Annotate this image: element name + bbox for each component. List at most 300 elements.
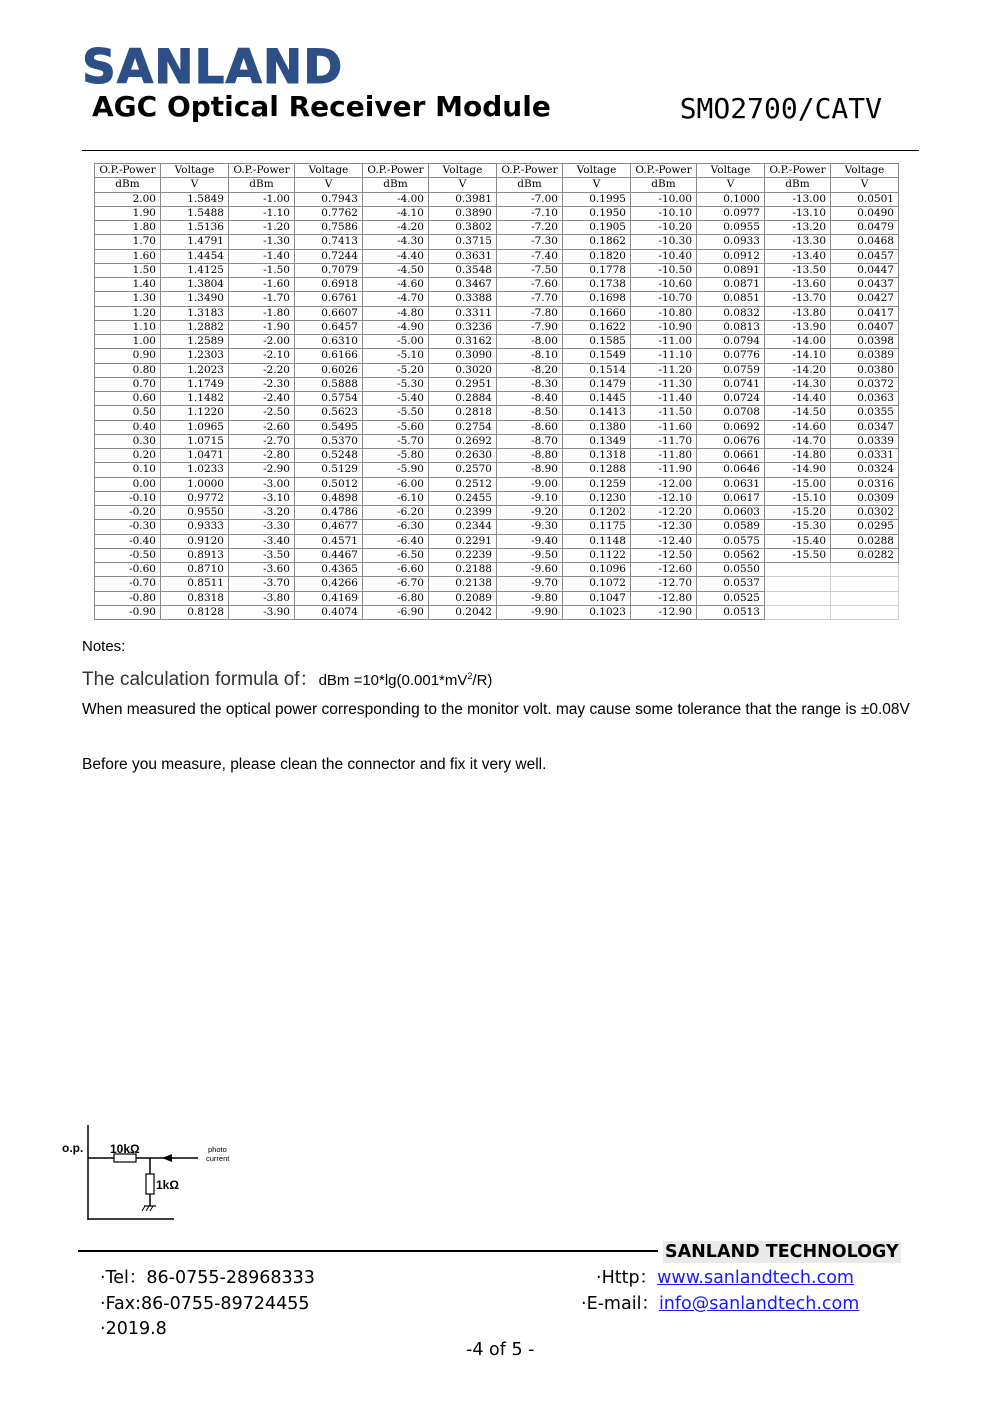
formula-expression bbox=[319, 672, 493, 689]
table-cell: -4.10 bbox=[363, 206, 429, 220]
table-cell: -1.90 bbox=[229, 320, 295, 334]
table-row bbox=[95, 278, 899, 292]
table-cell: 0.2692 bbox=[429, 434, 497, 448]
table-cell: 0.1549 bbox=[563, 349, 631, 363]
table-cell: -2.10 bbox=[229, 349, 295, 363]
table-cell: -9.50 bbox=[497, 548, 563, 562]
table-cell: 1.20 bbox=[95, 306, 161, 320]
table-cell: 1.60 bbox=[95, 249, 161, 263]
table-cell: -7.10 bbox=[497, 206, 563, 220]
table-cell: -10.70 bbox=[631, 292, 697, 306]
table-cell: 0.0398 bbox=[831, 335, 899, 349]
table-cell: -7.60 bbox=[497, 278, 563, 292]
table-row bbox=[95, 420, 899, 434]
table-header-cell: Voltage bbox=[429, 164, 497, 178]
page-number: -4 of 5 - bbox=[466, 1340, 535, 1360]
table-cell: -11.80 bbox=[631, 449, 697, 463]
table-cell: -8.30 bbox=[497, 377, 563, 391]
table-header-cell: O.P.-Power bbox=[631, 164, 697, 178]
table-cell: 0.8913 bbox=[161, 548, 229, 562]
table-cell: 0.1380 bbox=[563, 420, 631, 434]
formula-exponent: 2 bbox=[467, 671, 473, 681]
table-header-cell: V bbox=[697, 178, 765, 192]
table-cell: -9.80 bbox=[497, 591, 563, 605]
table-cell: 0.0851 bbox=[697, 292, 765, 306]
table-cell: 0.5012 bbox=[295, 477, 363, 491]
table-cell: -15.10 bbox=[765, 491, 831, 505]
email-link[interactable]: info@sanlandtech.com bbox=[658, 1294, 860, 1314]
photo-current-label-1: photo bbox=[208, 1145, 227, 1154]
footer-tel: ·Tel：86-0755-28968333 bbox=[100, 1268, 315, 1288]
table-cell: 0.1096 bbox=[563, 563, 631, 577]
table-cell: 0.0832 bbox=[697, 306, 765, 320]
table-cell: 0.3090 bbox=[429, 349, 497, 363]
table-cell: -12.10 bbox=[631, 491, 697, 505]
table-row bbox=[95, 520, 899, 534]
table-cell: 0.1023 bbox=[563, 605, 631, 619]
table-cell: 0.1445 bbox=[563, 392, 631, 406]
table-cell: -14.10 bbox=[765, 349, 831, 363]
table-cell: 0.1660 bbox=[563, 306, 631, 320]
table-cell: 0.5129 bbox=[295, 463, 363, 477]
table-cell: 0.0363 bbox=[831, 392, 899, 406]
table-cell: -12.00 bbox=[631, 477, 697, 491]
table-cell: 0.7244 bbox=[295, 249, 363, 263]
table-cell: -15.00 bbox=[765, 477, 831, 491]
table-cell: 1.3804 bbox=[161, 278, 229, 292]
table-header-cell: O.P.-Power bbox=[229, 164, 295, 178]
table-cell: -5.80 bbox=[363, 449, 429, 463]
table-header-cell: V bbox=[831, 178, 899, 192]
circuit-node-label: o.p. bbox=[62, 1141, 84, 1155]
table-cell: -8.10 bbox=[497, 349, 563, 363]
table-cell: -13.60 bbox=[765, 278, 831, 292]
table-cell: 0.3388 bbox=[429, 292, 497, 306]
table-cell: -0.30 bbox=[95, 520, 161, 534]
table-cell: 1.1220 bbox=[161, 406, 229, 420]
table-cell: -13.90 bbox=[765, 320, 831, 334]
table-cell: -2.20 bbox=[229, 363, 295, 377]
table-cell: 0.2570 bbox=[429, 463, 497, 477]
table-cell: 1.4125 bbox=[161, 263, 229, 277]
table-header-cell: Voltage bbox=[831, 164, 899, 178]
table-cell: -0.90 bbox=[95, 605, 161, 619]
table-cell: -4.50 bbox=[363, 263, 429, 277]
table-cell: 1.0965 bbox=[161, 420, 229, 434]
table-cell: -12.80 bbox=[631, 591, 697, 605]
table-cell: 0.60 bbox=[95, 392, 161, 406]
table-cell: 0.1072 bbox=[563, 577, 631, 591]
table-cell: 0.0347 bbox=[831, 420, 899, 434]
table-cell: 0.0331 bbox=[831, 449, 899, 463]
table-cell: -9.30 bbox=[497, 520, 563, 534]
table-cell: 0.2344 bbox=[429, 520, 497, 534]
table-row bbox=[95, 320, 899, 334]
table-cell: -4.20 bbox=[363, 221, 429, 235]
table-cell: 0.8318 bbox=[161, 591, 229, 605]
table-cell: 1.0715 bbox=[161, 434, 229, 448]
table-cell: -8.70 bbox=[497, 434, 563, 448]
header-divider bbox=[82, 150, 919, 151]
table-cell: 0.30 bbox=[95, 434, 161, 448]
table-cell: -15.40 bbox=[765, 534, 831, 548]
table-cell: 0.0813 bbox=[697, 320, 765, 334]
table-cell: -4.90 bbox=[363, 320, 429, 334]
table-cell: -11.00 bbox=[631, 335, 697, 349]
table-cell: -2.00 bbox=[229, 335, 295, 349]
table-cell: 0.2042 bbox=[429, 605, 497, 619]
table-cell: -11.70 bbox=[631, 434, 697, 448]
table-cell: 0.7079 bbox=[295, 263, 363, 277]
table-cell: -15.30 bbox=[765, 520, 831, 534]
table-cell: 0.5623 bbox=[295, 406, 363, 420]
table-cell: 0.0741 bbox=[697, 377, 765, 391]
footer-fax: ·Fax:86-0755-89724455 bbox=[100, 1294, 310, 1314]
table-cell: -2.80 bbox=[229, 449, 295, 463]
table-cell: 1.1749 bbox=[161, 377, 229, 391]
table-cell: 0.0537 bbox=[697, 577, 765, 591]
table-cell: 0.0501 bbox=[831, 192, 899, 206]
table-cell: -8.00 bbox=[497, 335, 563, 349]
table-cell: 0.0407 bbox=[831, 320, 899, 334]
table-cell: -7.00 bbox=[497, 192, 563, 206]
footer-date: ·2019.8 bbox=[100, 1319, 167, 1339]
table-row bbox=[95, 463, 899, 477]
table-cell: 0.1778 bbox=[563, 263, 631, 277]
table-cell: 0.0288 bbox=[831, 534, 899, 548]
table-cell: -6.50 bbox=[363, 548, 429, 562]
table-cell: 1.90 bbox=[95, 206, 161, 220]
table-cell: 0.1738 bbox=[563, 278, 631, 292]
table-cell: 0.1585 bbox=[563, 335, 631, 349]
table-cell: 1.0000 bbox=[161, 477, 229, 491]
table-cell: -3.50 bbox=[229, 548, 295, 562]
table-cell: -12.60 bbox=[631, 563, 697, 577]
table-cell: 0.4786 bbox=[295, 506, 363, 520]
table-cell: 1.30 bbox=[95, 292, 161, 306]
table-cell: -5.70 bbox=[363, 434, 429, 448]
table-cell: -3.10 bbox=[229, 491, 295, 505]
formula-main: dBm =10*lg(0.001*mV bbox=[318, 672, 468, 689]
table-cell: 0.1000 bbox=[697, 192, 765, 206]
table-cell: 0.10 bbox=[95, 463, 161, 477]
table-cell: 1.40 bbox=[95, 278, 161, 292]
table-cell: 0.8128 bbox=[161, 605, 229, 619]
table-cell: -5.00 bbox=[363, 335, 429, 349]
table-cell bbox=[831, 577, 899, 591]
table-cell: 0.1148 bbox=[563, 534, 631, 548]
table-cell: 0.6026 bbox=[295, 363, 363, 377]
table-header-cell: V bbox=[161, 178, 229, 192]
table-cell: -12.50 bbox=[631, 548, 697, 562]
table-cell: 0.7586 bbox=[295, 221, 363, 235]
table-header-cell: V bbox=[429, 178, 497, 192]
table-cell: -11.40 bbox=[631, 392, 697, 406]
table-row bbox=[95, 221, 899, 235]
table-cell: 0.0316 bbox=[831, 477, 899, 491]
table-cell: 0.0589 bbox=[697, 520, 765, 534]
table-cell: 0.0912 bbox=[697, 249, 765, 263]
table-cell: -11.50 bbox=[631, 406, 697, 420]
footer-divider bbox=[78, 1250, 658, 1252]
resistor-10k-label: 10kΩ bbox=[110, 1142, 140, 1156]
table-cell: -7.70 bbox=[497, 292, 563, 306]
table-row bbox=[95, 235, 899, 249]
table-header-row bbox=[95, 178, 899, 192]
table-header-cell: V bbox=[563, 178, 631, 192]
table-cell: 0.1820 bbox=[563, 249, 631, 263]
table-cell: 0.0490 bbox=[831, 206, 899, 220]
table-cell: -4.70 bbox=[363, 292, 429, 306]
table-cell: -0.50 bbox=[95, 548, 161, 562]
table-row bbox=[95, 534, 899, 548]
table-cell: -11.10 bbox=[631, 349, 697, 363]
table-cell: -12.70 bbox=[631, 577, 697, 591]
table-cell: 0.0309 bbox=[831, 491, 899, 505]
table-cell: 0.2188 bbox=[429, 563, 497, 577]
table-cell: 0.0617 bbox=[697, 491, 765, 505]
table-cell: -6.80 bbox=[363, 591, 429, 605]
table-cell bbox=[765, 577, 831, 591]
table-cell: -0.40 bbox=[95, 534, 161, 548]
table-cell: -9.40 bbox=[497, 534, 563, 548]
table-cell: -1.30 bbox=[229, 235, 295, 249]
table-header-cell: O.P.-Power bbox=[95, 164, 161, 178]
table-cell: 0.5248 bbox=[295, 449, 363, 463]
table-cell: 1.5488 bbox=[161, 206, 229, 220]
table-cell: 0.0676 bbox=[697, 434, 765, 448]
table-cell: -1.70 bbox=[229, 292, 295, 306]
table-cell: 0.0437 bbox=[831, 278, 899, 292]
table-cell: 0.0479 bbox=[831, 221, 899, 235]
table-cell: 0.2089 bbox=[429, 591, 497, 605]
table-cell: 0.0389 bbox=[831, 349, 899, 363]
table-cell: 0.0427 bbox=[831, 292, 899, 306]
table-cell: 0.3981 bbox=[429, 192, 497, 206]
table-cell: 0.50 bbox=[95, 406, 161, 420]
table-cell: -2.40 bbox=[229, 392, 295, 406]
table-cell: -4.30 bbox=[363, 235, 429, 249]
table-row bbox=[95, 392, 899, 406]
table-cell: -10.20 bbox=[631, 221, 697, 235]
table-cell: 0.4677 bbox=[295, 520, 363, 534]
formula-label: The calculation formula of： bbox=[82, 669, 319, 690]
formula-end: /R) bbox=[472, 672, 493, 689]
table-cell: -8.90 bbox=[497, 463, 563, 477]
table-cell: 0.1950 bbox=[563, 206, 631, 220]
table-cell: 0.0871 bbox=[697, 278, 765, 292]
table-cell: 0.2291 bbox=[429, 534, 497, 548]
table-cell: 1.4454 bbox=[161, 249, 229, 263]
table-cell: -14.20 bbox=[765, 363, 831, 377]
table-cell: -7.20 bbox=[497, 221, 563, 235]
table-cell: 0.0575 bbox=[697, 534, 765, 548]
table-cell bbox=[765, 591, 831, 605]
table-cell: -14.30 bbox=[765, 377, 831, 391]
table-cell: 1.80 bbox=[95, 221, 161, 235]
table-cell: 0.6918 bbox=[295, 278, 363, 292]
table-cell: -13.40 bbox=[765, 249, 831, 263]
table-cell: -0.70 bbox=[95, 577, 161, 591]
table-cell: -13.20 bbox=[765, 221, 831, 235]
table-cell: 1.3183 bbox=[161, 306, 229, 320]
table-cell: -8.20 bbox=[497, 363, 563, 377]
table-cell: 0.1288 bbox=[563, 463, 631, 477]
table-cell: 0.0513 bbox=[697, 605, 765, 619]
table-row bbox=[95, 406, 899, 420]
table-header-cell: dBm bbox=[229, 178, 295, 192]
table-cell: -5.10 bbox=[363, 349, 429, 363]
table-cell: 0.2884 bbox=[429, 392, 497, 406]
table-cell: -11.60 bbox=[631, 420, 697, 434]
table-cell: 0.1905 bbox=[563, 221, 631, 235]
table-cell: 0.0631 bbox=[697, 477, 765, 491]
table-cell: 0.0562 bbox=[697, 548, 765, 562]
table-cell: -8.60 bbox=[497, 420, 563, 434]
table-cell: 0.2630 bbox=[429, 449, 497, 463]
table-cell: -12.90 bbox=[631, 605, 697, 619]
table-cell: -9.90 bbox=[497, 605, 563, 619]
table-header-cell: dBm bbox=[363, 178, 429, 192]
table-cell: -3.40 bbox=[229, 534, 295, 548]
table-cell: -2.70 bbox=[229, 434, 295, 448]
table-cell: -6.40 bbox=[363, 534, 429, 548]
table-cell: -12.30 bbox=[631, 520, 697, 534]
document-title: AGC Optical Receiver Module bbox=[92, 90, 551, 123]
table-cell: -11.90 bbox=[631, 463, 697, 477]
table-cell bbox=[831, 591, 899, 605]
table-cell: -14.00 bbox=[765, 335, 831, 349]
table-cell: 0.7943 bbox=[295, 192, 363, 206]
table-cell: 0.4571 bbox=[295, 534, 363, 548]
table-cell: 1.3490 bbox=[161, 292, 229, 306]
table-cell: -15.50 bbox=[765, 548, 831, 562]
table-cell: 0.1202 bbox=[563, 506, 631, 520]
table-cell: -3.60 bbox=[229, 563, 295, 577]
table-cell: 0.00 bbox=[95, 477, 161, 491]
table-cell: 0.0776 bbox=[697, 349, 765, 363]
table-cell: 1.1482 bbox=[161, 392, 229, 406]
table-cell: -0.10 bbox=[95, 491, 161, 505]
table-cell: 1.0233 bbox=[161, 463, 229, 477]
ground-icon bbox=[142, 1206, 156, 1211]
http-label: ·Http： bbox=[596, 1268, 658, 1288]
table-cell: 0.0525 bbox=[697, 591, 765, 605]
table-cell: 0.1622 bbox=[563, 320, 631, 334]
table-cell: 0.3890 bbox=[429, 206, 497, 220]
table-header-cell: O.P.-Power bbox=[497, 164, 563, 178]
table-row bbox=[95, 548, 899, 562]
company-logo: SANLAND bbox=[82, 40, 344, 95]
table-cell: -10.30 bbox=[631, 235, 697, 249]
table-cell: 0.0302 bbox=[831, 506, 899, 520]
table-cell: -1.50 bbox=[229, 263, 295, 277]
table-cell: -3.90 bbox=[229, 605, 295, 619]
footer-email bbox=[581, 1293, 859, 1315]
photo-current-label-2: current bbox=[206, 1154, 230, 1163]
table-cell: 1.2023 bbox=[161, 363, 229, 377]
table-header-row bbox=[95, 164, 899, 178]
table-cell: 0.0372 bbox=[831, 377, 899, 391]
table-cell: 1.2589 bbox=[161, 335, 229, 349]
table-cell: 0.3802 bbox=[429, 221, 497, 235]
table-cell: 0.0661 bbox=[697, 449, 765, 463]
table-cell: -4.40 bbox=[363, 249, 429, 263]
table-cell: 1.0471 bbox=[161, 449, 229, 463]
table-header-cell: dBm bbox=[497, 178, 563, 192]
resistor-1k bbox=[146, 1174, 154, 1194]
table-cell: -1.20 bbox=[229, 221, 295, 235]
table-cell: 0.0417 bbox=[831, 306, 899, 320]
table-cell: -6.30 bbox=[363, 520, 429, 534]
table-cell: 0.0708 bbox=[697, 406, 765, 420]
table-cell: 0.0457 bbox=[831, 249, 899, 263]
table-cell: -4.60 bbox=[363, 278, 429, 292]
table-cell: 0.2455 bbox=[429, 491, 497, 505]
table-row bbox=[95, 206, 899, 220]
table-cell: 0.3631 bbox=[429, 249, 497, 263]
table-cell: -2.90 bbox=[229, 463, 295, 477]
table-cell: -0.60 bbox=[95, 563, 161, 577]
table-cell: -2.50 bbox=[229, 406, 295, 420]
table-cell: 0.7413 bbox=[295, 235, 363, 249]
table-cell: -9.20 bbox=[497, 506, 563, 520]
table-cell: 0.1349 bbox=[563, 434, 631, 448]
table-cell: 0.40 bbox=[95, 420, 161, 434]
table-cell: 0.9333 bbox=[161, 520, 229, 534]
table-row bbox=[95, 335, 899, 349]
table-cell: 0.2399 bbox=[429, 506, 497, 520]
table-cell: -1.00 bbox=[229, 192, 295, 206]
table-row bbox=[95, 249, 899, 263]
table-cell: 0.6310 bbox=[295, 335, 363, 349]
table-cell: -14.50 bbox=[765, 406, 831, 420]
table-row bbox=[95, 563, 899, 577]
table-cell: 0.1122 bbox=[563, 548, 631, 562]
table-cell: 0.7762 bbox=[295, 206, 363, 220]
table-row bbox=[95, 292, 899, 306]
table-row bbox=[95, 192, 899, 206]
table-cell: 0.80 bbox=[95, 363, 161, 377]
table-cell: -5.30 bbox=[363, 377, 429, 391]
table-cell: 0.1318 bbox=[563, 449, 631, 463]
website-link[interactable]: www.sanlandtech.com bbox=[657, 1268, 854, 1288]
table-cell: 1.10 bbox=[95, 320, 161, 334]
table-cell: 0.0468 bbox=[831, 235, 899, 249]
table-row bbox=[95, 506, 899, 520]
table-cell: -11.20 bbox=[631, 363, 697, 377]
table-header-cell: V bbox=[295, 178, 363, 192]
table-cell: -5.50 bbox=[363, 406, 429, 420]
table-cell: 0.0380 bbox=[831, 363, 899, 377]
table-header-cell: O.P.-Power bbox=[363, 164, 429, 178]
table-cell: -14.70 bbox=[765, 434, 831, 448]
table-cell: 0.5888 bbox=[295, 377, 363, 391]
table-header-cell: dBm bbox=[765, 178, 831, 192]
table-cell: -1.80 bbox=[229, 306, 295, 320]
table-cell: 0.0324 bbox=[831, 463, 899, 477]
current-arrow-icon bbox=[162, 1154, 172, 1162]
table-cell: -13.10 bbox=[765, 206, 831, 220]
table-cell: 0.4898 bbox=[295, 491, 363, 505]
table-cell: 0.0891 bbox=[697, 263, 765, 277]
table-cell: -10.60 bbox=[631, 278, 697, 292]
table-cell: 0.1862 bbox=[563, 235, 631, 249]
table-row bbox=[95, 605, 899, 619]
table-cell: -7.90 bbox=[497, 320, 563, 334]
table-cell bbox=[765, 605, 831, 619]
table-cell bbox=[831, 605, 899, 619]
